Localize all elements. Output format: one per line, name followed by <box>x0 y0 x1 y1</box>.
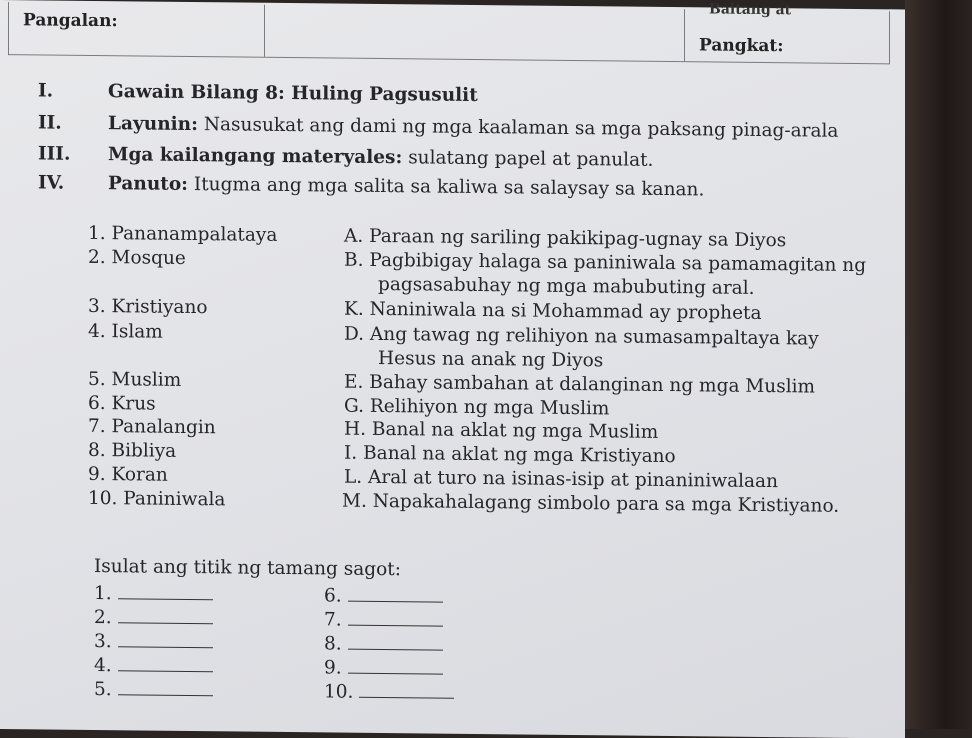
right-item: K. Naniniwala na si Mohammad ay propheta <box>344 298 762 324</box>
right-item: D. Ang tawag ng relihiyon na sumasampaltaya kay <box>344 323 819 350</box>
header-divider <box>264 5 265 57</box>
right-item: E. Bahay sambahan at dalanginan ng mga Muslim <box>344 371 816 398</box>
right-item: B. Pagbibigay halaga sa paniniwala sa pamamagitan ng <box>344 249 867 277</box>
instructions-line <box>108 173 704 200</box>
answer-number: 3. <box>94 630 112 653</box>
answer-number: 10. <box>324 681 354 703</box>
answer-number: 9. <box>324 657 342 679</box>
answer-slot[interactable] <box>324 681 454 703</box>
answer-prompt: Isulat ang titik ng tamang sagot: <box>94 555 401 581</box>
right-item: L. Aral at turo na isinas-isip at pinaniniwalaan <box>344 466 778 493</box>
left-item: 9. Koran <box>88 463 168 486</box>
answer-blank[interactable] <box>348 635 443 651</box>
section-label: Pangkat: <box>699 35 784 57</box>
name-label: Pangalan: <box>23 10 118 32</box>
section-number: II. <box>38 112 62 134</box>
left-item: 3. Kristiyano <box>88 295 208 319</box>
answer-blank[interactable] <box>118 680 213 696</box>
left-item: 1. Pananampalataya <box>88 222 278 246</box>
instructions-label: Panuto: <box>108 173 189 195</box>
section-number: IV. <box>38 172 65 194</box>
header-table <box>8 2 890 64</box>
answer-blank[interactable] <box>118 608 213 624</box>
right-item: H. Banal na aklat ng mga Muslim <box>344 418 659 443</box>
materials-text: sulatang papel at panulat. <box>408 147 654 171</box>
answer-slot[interactable] <box>324 657 443 679</box>
answer-slot[interactable] <box>324 633 443 655</box>
right-item: G. Relihiyon ng mga Muslim <box>344 395 610 420</box>
objective-line <box>108 113 838 142</box>
objective-text: Nasusukat ang dami ng mga kaalaman sa mga paksang pinag-arala <box>203 114 839 142</box>
answer-blank[interactable] <box>359 683 454 699</box>
answer-blank[interactable] <box>118 584 213 600</box>
answer-slot[interactable] <box>94 679 213 701</box>
right-item: A. Paraan ng sariling pakikipag-ugnay sa Diyos <box>344 225 787 252</box>
left-item: 6. Krus <box>88 392 156 415</box>
answer-blank[interactable] <box>348 659 443 675</box>
answer-slot[interactable] <box>324 609 443 631</box>
right-item-continuation: Hesus na anak ng Diyos <box>378 347 604 372</box>
answer-number: 5. <box>94 678 112 701</box>
objective-label: Layunin: <box>108 113 198 136</box>
instructions-text: Itugma ang mga salita sa kaliwa sa salaysay sa kanan. <box>193 174 705 201</box>
header-divider <box>684 9 685 61</box>
answer-slot[interactable] <box>94 655 213 677</box>
answer-slot[interactable] <box>94 583 213 605</box>
answer-number: 8. <box>324 633 342 655</box>
activity-title: Gawain Bilang 8: Huling Pagsusulit <box>108 81 478 107</box>
grade-label: Baitang at <box>709 1 792 19</box>
materials-line <box>108 144 653 171</box>
left-item: 8. Bibliya <box>88 439 177 462</box>
answer-number: 1. <box>94 582 112 605</box>
right-item: I. Banal na aklat ng mga Kristiyano <box>344 442 676 468</box>
section-number: III. <box>38 143 71 165</box>
answer-number: 6. <box>324 585 342 607</box>
answer-blank[interactable] <box>348 587 443 603</box>
left-item: 10. Paniniwala <box>88 487 226 511</box>
answer-number: 7. <box>324 609 342 631</box>
left-item: 5. Muslim <box>88 368 182 391</box>
background-surface <box>905 0 972 729</box>
answer-blank[interactable] <box>118 632 213 648</box>
answer-number: 2. <box>94 606 112 629</box>
answer-slot[interactable] <box>94 607 213 629</box>
materials-label: Mga kailangang materyales: <box>108 144 403 169</box>
answer-slot[interactable] <box>324 585 443 607</box>
left-item: 7. Panalangin <box>88 415 216 439</box>
right-item-continuation: pagsasabuhay ng mga mabubuting aral. <box>378 273 755 299</box>
answer-blank[interactable] <box>118 656 213 672</box>
right-item: M. Napakahalagang simbolo para sa mga Kristiyano. <box>342 490 840 517</box>
left-item: 4. Islam <box>88 320 163 343</box>
answer-blank[interactable] <box>348 611 443 627</box>
section-number: I. <box>38 80 54 102</box>
answer-number: 4. <box>94 654 112 677</box>
left-item: 2. Mosque <box>88 246 186 269</box>
answer-slot[interactable] <box>94 631 213 653</box>
